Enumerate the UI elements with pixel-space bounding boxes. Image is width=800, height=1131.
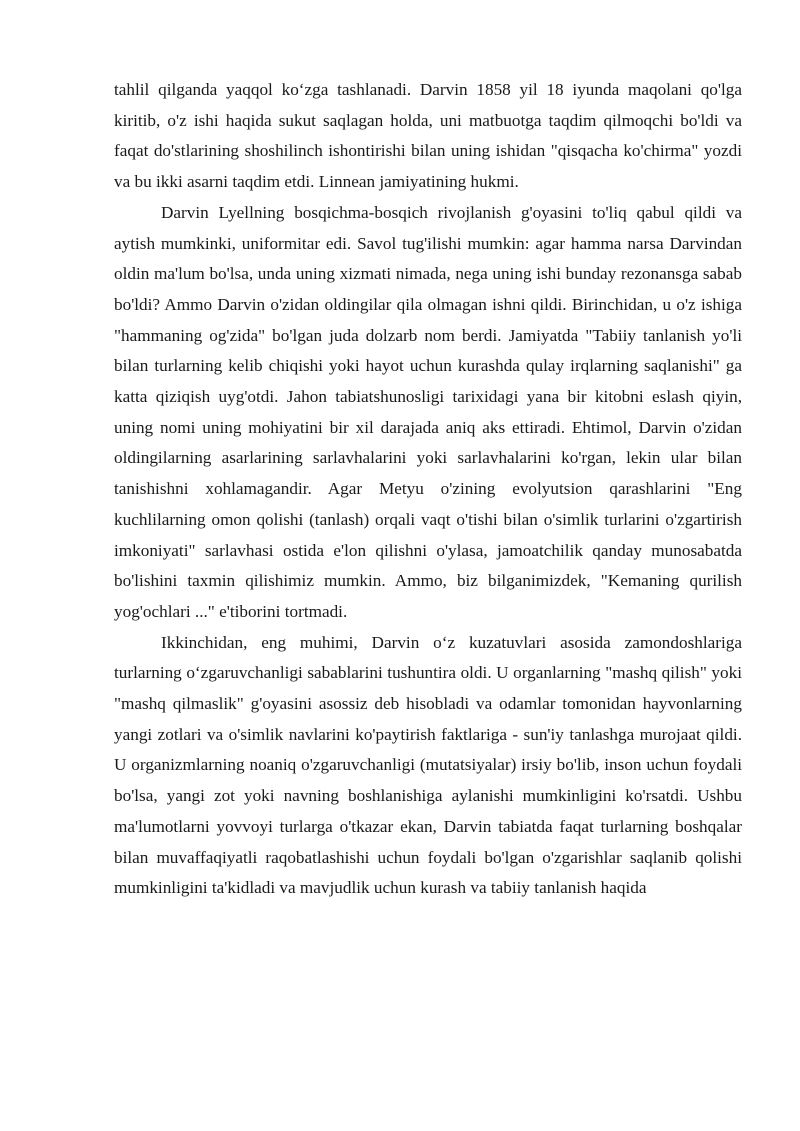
paragraph-continuation: tahlil qilganda yaqqol ko‘zga tashlanadi. Darvin 1858 yil 18 iyunda maqolani qo'lga kiritib, o'z ishi haqida sukut saqlagan holda, uni matbuotga taqdim qilmoqchi bo'ldi va faqat do'stlarining shoshilinch ishontirishi bilan uning ishidan "qisqacha ko'chirma" yozdi va bu ikki asarni taqdim etdi. Linnean jamiyatining hukmi.	[114, 80, 742, 192]
paragraph-ikkinchidan: Ikkinchidan, eng muhimi, Darvin o‘z kuzatuvlari asosida zamondoshlariga turlarning o‘zgaruvchanligi sabablarini tushuntira oldi. U organlarning "mashq qilish" yoki "mashq qilmaslik" g'oyasini asossiz deb hisobladi va odamlar tomonidan hayvonlarning yangi zotlari va o'simlik navlarini ko'paytirish faktlariga - sun'iy tanlashga murojaat qildi. U organizmlarning noaniq o'zgaruvchanligi (mutatsiyalar) irsiy bo'lib, inson uchun foydali bo'lsa, yangi zot yoki navning boshlanishiga aylanishi mumkinligini ko'rsatdi. Ushbu ma'lumotlarni yovvoyi turlarga o'tkazar ekan, Darvin tabiatda faqat turlarning boshqalar bilan muvaffaqiyatli raqobatlashishi uchun foydali bo'lgan o'zgarishlar saqlanib qolishi mumkinligini ta'kidladi va mavjudlik uchun kurash va tabiiy tanlanish haqida	[114, 632, 742, 898]
document-body	[114, 75, 742, 904]
paragraph-darvin-lyell: Darvin Lyellning bosqichma-bosqich rivojlanish g'oyasini to'liq qabul qildi va aytish mumkinki, uniformitar edi. Savol tug'ilishi mumkin: agar hamma narsa Darvindan oldin ma'lum bo'lsa, unda uning xizmati nimada, nega uning ishi bunday rezonansga sabab bo'ldi? Ammo Darvin o'zidan oldingilar qila olmagan ishni qildi. Birinchidan, u o'z ishiga "hammaning og'zida" bo'lgan juda dolzarb nom berdi. Jamiyatda "Tabiiy tanlanish yo'li bilan turlarning kelib chiqishi yoki hayot uchun kurashda qulay irqlarning saqlanishi" ga katta qiziqish uyg'otdi. Jahon tabiatshunosligi tarixidagi yana bir kitobni eslash qiyin, uning nomi uning mohiyatini bir xil darajada aniq aks ettiradi. Ehtimol, Darvin o'zidan oldingilarning asarlarining sarlavhalarini yoki sarlavhalarini ko'rgan, lekin ular bilan tanishishni xohlamagandir. Agar Metyu o'zining evolyutsion qarashlarini "Eng kuchlilarning omon qolishi (tanlash) orqali vaqt o'tishi bilan o'simlik turlarini o'zgartirish imkoniyati" sarlavhasi ostida e'lon qilishni o'ylasa, jamoatchilik qanday munosabatda bo'lishini taxmin qilishimiz mumkin. Ammo, biz bilganimizdek, "Kemaning qurilish yog'ochlari ..." e'tiborini tortmadi.	[114, 202, 742, 621]
